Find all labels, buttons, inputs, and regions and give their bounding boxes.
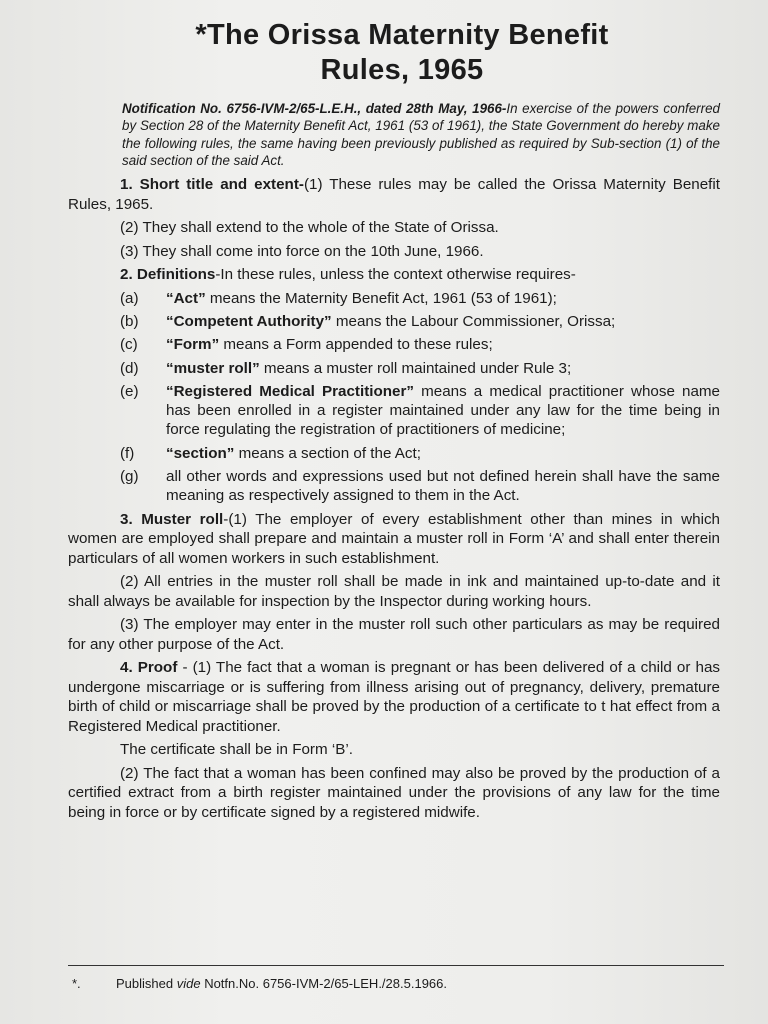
page-title (68, 18, 720, 88)
title-line-1: *The Orissa Maternity Benefit (195, 19, 609, 51)
definition-term: “muster roll” (166, 359, 260, 377)
definition-item (68, 335, 720, 354)
definition-term: “section” (166, 444, 235, 462)
definition-term: “Registered Medical Practitioner” (166, 382, 414, 400)
footnote (72, 975, 447, 993)
section-3-text-1: -(1) The employer of every establishment other than mines in which women are employed shall prepare and maintain a muster roll in Form ‘A’ and shall enter therein particulars of all women workers in such establishment. (68, 510, 720, 567)
definition-text: means the Labour Commissioner, Orissa; (331, 312, 616, 330)
definition-label: (d) (120, 359, 139, 377)
footnote-prefix: Published (116, 976, 177, 991)
title-line-2: Rules, 1965 (320, 54, 484, 86)
definition-item (68, 444, 720, 463)
definition-text: means a Form appended to these rules; (219, 336, 493, 354)
definition-label: (f) (120, 444, 135, 462)
definition-text: means the Maternity Benefit Act, 1961 (53 of 1961); (205, 289, 557, 307)
section-2-paragraph (68, 265, 720, 285)
section-1-paragraph (68, 175, 720, 214)
section-4-paragraph-2: The certificate shall be in Form ‘B’. (120, 741, 353, 759)
definition-label: (b) (120, 312, 139, 330)
section-3-heading: 3. Muster roll (120, 510, 224, 528)
definition-term: “Form” (166, 336, 220, 354)
footnote-divider (68, 965, 724, 966)
definition-label: (g) (120, 468, 139, 486)
definition-text: all other words and expressions used but not defined herein shall have the same meaning as respectively assigned to them in the Act. (166, 468, 720, 505)
section-3-paragraph-2: (2) All entries in the muster roll shall be made in ink and maintained up-to-date and it shall always be available for inspection by the Inspector during working hours. (68, 573, 720, 610)
definition-term: “Competent Authority” (166, 312, 332, 330)
definition-label: (a) (120, 289, 139, 307)
section-1-sub-2: (2) They shall extend to the whole of the State of Orissa. (120, 219, 499, 237)
definition-text: means a muster roll maintained under Rule 3; (259, 359, 572, 377)
notification-number: Notification No. 6756-IVM-2/65-L.E.H., dated 28th May, 1966- (122, 101, 507, 116)
section-3-paragraph-1 (68, 510, 720, 569)
definition-item (68, 359, 720, 378)
section-3-paragraph-3: (3) The employer may enter in the muster roll such other particulars as may be required for any other purpose of the Act. (68, 616, 720, 653)
section-2-heading: 2. Definitions (120, 266, 216, 284)
definitions-list (68, 289, 720, 506)
section-4-text-1: - (1) The fact that a woman is pregnant or has been delivered of a child or has undergone miscarriage or is suffering from illness arising out of pregnancy, delivery, premature birth of child or miscarriage shall be proved by the production of a certificate to t hat effect from a Registered Medical practitioner. (68, 659, 720, 735)
section-4-paragraph-3: (2) The fact that a woman has been confined may also be proved by the production of a certified extract from a birth register maintained under the provisions of any law for the time being in force or by certificate signed by a registered midwife. (68, 764, 720, 821)
definition-item (68, 312, 720, 331)
section-1-text: (1) These rules may be called the Orissa Maternity Benefit Rules, 1965. (68, 176, 720, 213)
section-4-heading: 4. Proof (120, 659, 178, 677)
section-1-sub-3: (3) They shall come into force on the 10th June, 1966. (120, 242, 484, 260)
notification-paragraph (68, 100, 720, 169)
definition-term: “Act” (166, 289, 206, 307)
definition-text: means a medical practitioner whose name has been enrolled in a register maintained under any law for the time being in force regulating the registration of practitioners of medicine; (166, 382, 720, 439)
definition-label: (c) (120, 336, 138, 354)
footnote-text: Notfn.No. 6756-IVM-2/65-LEH./28.5.1966. (200, 976, 447, 991)
section-1-heading: 1. Short title and extent- (120, 176, 304, 194)
definition-text: means a section of the Act; (234, 444, 421, 462)
definition-label: (e) (120, 382, 139, 400)
definition-item (68, 289, 720, 308)
footnote-vide: vide (176, 976, 201, 991)
definition-item (68, 467, 720, 506)
definition-item (68, 382, 720, 440)
section-2-text: -In these rules, unless the context otherwise requires- (215, 266, 576, 284)
footnote-marker: *. (72, 976, 81, 991)
section-4-paragraph-1 (68, 658, 720, 736)
notification-text: In exercise of the powers conferred by Section 28 of the Maternity Benefit Act, 1961 (53 of 1961), the State Government do hereby make the following rules, the same having been previously published as required by Sub-section (1) of the said section of the said Act. (122, 101, 720, 168)
